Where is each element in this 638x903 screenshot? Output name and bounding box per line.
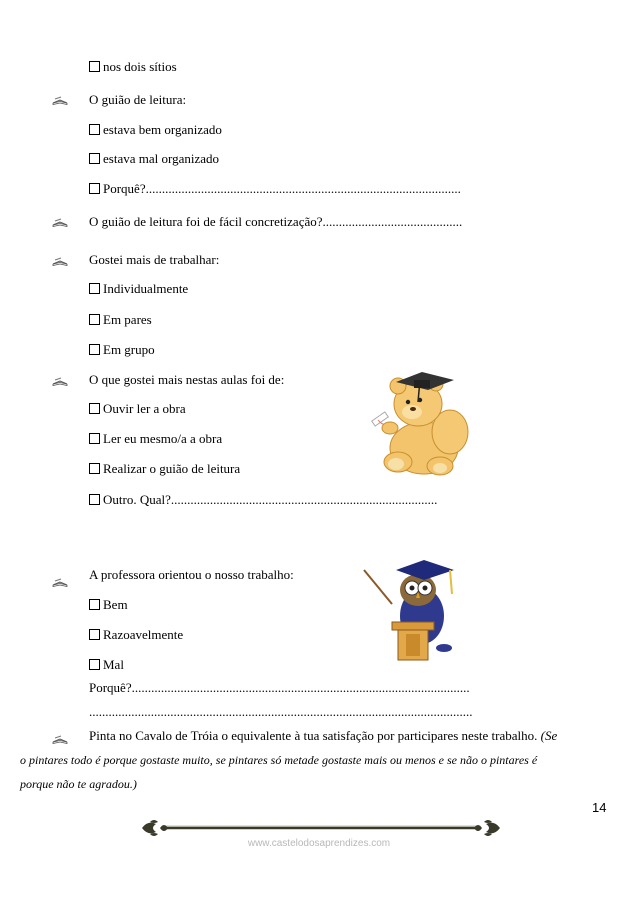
option-bem-organizado[interactable]: estava bem organizado [89,122,222,138]
checkbox[interactable] [89,494,100,505]
question-o-que: O que gostei mais nestas aulas foi de: [89,372,285,387]
pinta-instructions-line-2: o pintares todo é porque gostaste muito, se pintares só metade gostaste mais ou menos e se não o pintares é [20,753,538,767]
book-icon [52,257,68,266]
checkbox[interactable] [89,283,100,294]
checkbox[interactable] [89,599,100,610]
footer-url: www.castelodosaprendizes.com [247,838,391,849]
option-nos-dois-sitios[interactable]: nos dois sítios [89,59,177,75]
option-bem[interactable]: Bem [89,597,128,613]
book-icon [52,735,68,744]
checkbox[interactable] [89,183,100,194]
checkbox[interactable] [89,61,100,72]
book-icon [52,578,68,587]
checkbox[interactable] [89,629,100,640]
checkbox[interactable] [89,463,100,474]
page-number: 14 [592,800,607,815]
ornament-divider [140,818,502,838]
checkbox[interactable] [89,433,100,444]
checkbox[interactable] [89,344,100,355]
option-individualmente[interactable]: Individualmente [89,281,188,297]
checkbox[interactable] [89,153,100,164]
dotted-line: ...................................................................................................................... [89,704,473,719]
option-mal[interactable]: Mal [89,657,124,673]
question-pinta: Pinta no Cavalo de Tróia o equivalente à tua satisfação por participares neste trabalho. (Se [89,728,558,743]
question-professora: A professora orientou o nosso trabalho: [89,567,294,582]
option-ouvir[interactable]: Ouvir ler a obra [89,401,186,417]
option-outro[interactable]: Outro. Qual?.................................................................................. [89,492,437,508]
option-ler[interactable]: Ler eu mesmo/a a obra [89,431,222,447]
checkbox[interactable] [89,314,100,325]
option-realizar[interactable]: Realizar o guião de leitura [89,461,240,477]
book-icon [52,96,68,105]
question-facil: O guião de leitura foi de fácil concretização?........................................... [89,214,463,229]
porque-line: Porquê?........................................................................................................ [89,680,470,695]
option-em-grupo[interactable]: Em grupo [89,342,155,358]
option-porque-1[interactable]: Porquê?................................................................................................. [89,181,461,197]
owl-teacher-image [362,556,460,664]
checkbox[interactable] [89,124,100,135]
pinta-instructions-line-3: porque não te agradou.) [20,777,137,791]
checkbox[interactable] [89,403,100,414]
book-icon [52,218,68,227]
question-guiao: O guião de leitura: [89,92,187,107]
option-razoavelmente[interactable]: Razoavelmente [89,627,183,643]
book-icon [52,377,68,386]
graduate-bear-image [368,362,476,480]
option-mal-organizado[interactable]: estava mal organizado [89,151,219,167]
checkbox[interactable] [89,659,100,670]
question-gostei: Gostei mais de trabalhar: [89,252,220,267]
option-em-pares[interactable]: Em pares [89,312,152,328]
